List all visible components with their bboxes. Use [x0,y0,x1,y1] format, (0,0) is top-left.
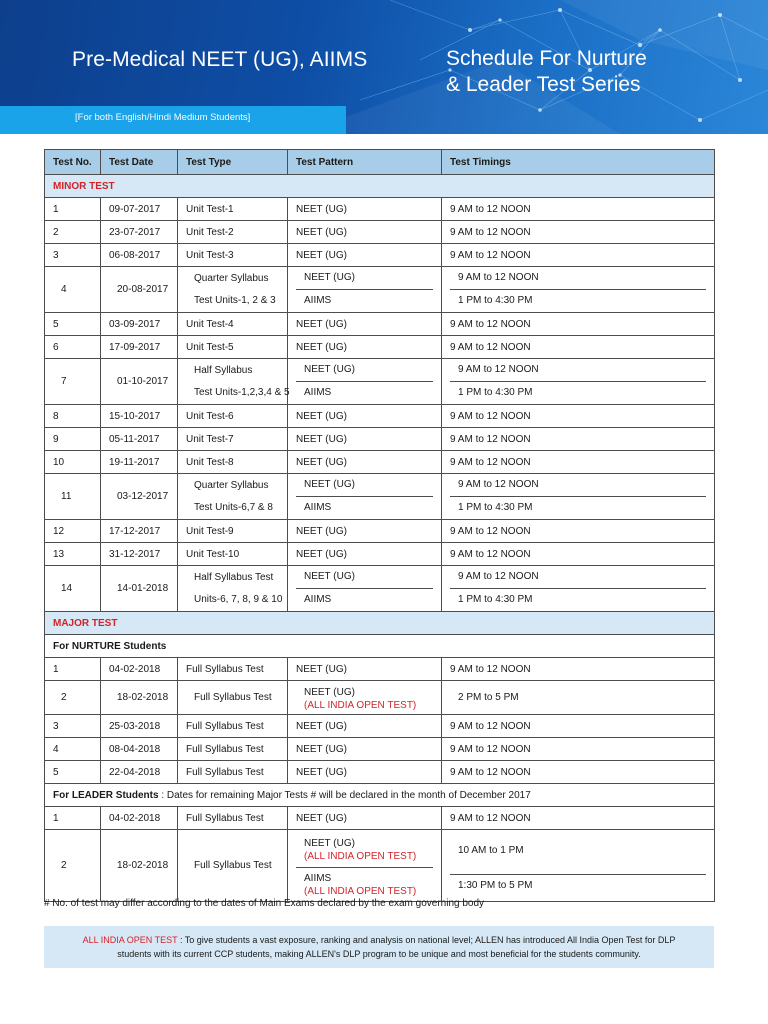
test-no-cell: 3 [45,715,101,738]
test-timing-cell [442,566,715,612]
test-pattern: NEET (UG) [296,566,433,589]
test-date-cell [101,566,178,612]
test-pattern-cell: NEET (UG) [288,336,442,359]
test-timing-cell: 9 AM to 12 NOON [442,761,715,784]
test-type-cell: Unit Test-8 [178,451,288,474]
test-date-cell: 04-02-2018 [101,658,178,681]
test-date-cell: 19-11-2017 [101,451,178,474]
test-pattern-cell: NEET (UG) [288,761,442,784]
test-type: Half Syllabus [194,364,253,376]
section-label [45,784,715,807]
table-row [45,451,715,474]
section-label: MINOR TEST [45,175,715,198]
test-no-cell: 3 [45,244,101,267]
test-date-cell: 25-03-2018 [101,715,178,738]
table-row [45,715,715,738]
table-row [45,738,715,761]
test-type-cell: Unit Test-5 [178,336,288,359]
test-pattern-cell [288,830,442,902]
section-row-major [45,612,715,635]
footer-line1 [44,933,714,947]
test-type-cell: Unit Test-3 [178,244,288,267]
table-row [45,830,715,902]
table-row [45,313,715,336]
test-timing-cell: 9 AM to 12 NOON [442,405,715,428]
test-type-cell: Full Syllabus Test [178,738,288,761]
table-row [45,336,715,359]
table-row [45,359,715,405]
test-type-cell: Full Syllabus Test [178,658,288,681]
table-row [45,198,715,221]
test-timing-cell: 9 AM to 12 NOON [442,715,715,738]
test-timing: 2 PM to 5 PM [458,691,519,703]
table-row [45,221,715,244]
test-timing-aiims: 1 PM to 4:30 PM [458,295,533,306]
test-pattern: NEET (UG) [304,687,355,698]
test-pattern-cell: NEET (UG) [288,543,442,566]
test-date-cell: 31-12-2017 [101,543,178,566]
test-date: 01-10-2017 [117,375,169,387]
test-pattern: NEET (UG) [296,359,433,382]
test-no-cell [45,267,101,313]
test-no-cell: 4 [45,738,101,761]
table-row [45,681,715,715]
test-type-cell: Full Syllabus Test [178,715,288,738]
test-type-cell: Full Syllabus Test [178,761,288,784]
test-timing-cell [442,830,715,902]
test-timing-aiims: 1 PM to 4:30 PM [458,502,533,513]
test-no: 14 [61,582,73,594]
test-pattern-cell: NEET (UG) [288,715,442,738]
test-date: 14-01-2018 [117,582,169,594]
test-date-cell [101,267,178,313]
test-no-cell: 1 [45,658,101,681]
test-timing-cell: 9 AM to 12 NOON [442,520,715,543]
group-row-leader [45,784,715,807]
test-date-cell: 23-07-2017 [101,221,178,244]
test-timing-cell [442,359,715,405]
footer-box [44,926,714,968]
table-row [45,267,715,313]
test-type-cell: Unit Test-10 [178,543,288,566]
test-timing-aiims: 1 PM to 4:30 PM [458,594,533,605]
test-no-cell: 5 [45,761,101,784]
test-pattern-cell: NEET (UG) [288,405,442,428]
test-timing-cell [442,681,715,715]
test-no-cell: 1 [45,807,101,830]
test-type-cell: Unit Test-9 [178,520,288,543]
test-timing: 9 AM to 12 NOON [450,267,706,290]
test-date-cell: 08-04-2018 [101,738,178,761]
test-pattern-cell: NEET (UG) [288,807,442,830]
test-timing: 9 AM to 12 NOON [450,474,706,497]
test-no-cell: 8 [45,405,101,428]
test-pattern-cell [288,566,442,612]
test-type-cell [178,830,288,902]
test-pattern-cell [288,681,442,715]
test-type-cell [178,359,288,405]
test-pattern-cell: NEET (UG) [288,428,442,451]
test-date-cell [101,359,178,405]
test-timing-cell: 9 AM to 12 NOON [442,738,715,761]
column-header: Test No. [45,150,101,175]
test-type: Quarter Syllabus [194,272,269,284]
table-row [45,658,715,681]
table-row [45,761,715,784]
test-date: 18-02-2018 [117,691,169,703]
table-row [45,566,715,612]
test-pattern-aiims: AIIMS [304,594,332,605]
schedule-title-line2: & Leader Test Series [446,73,641,96]
test-timing: 10 AM to 1 PM [450,844,706,875]
test-no-cell: 5 [45,313,101,336]
test-date-cell: 06-08-2017 [101,244,178,267]
test-timing-cell: 9 AM to 12 NOON [442,807,715,830]
test-type-cell: Full Syllabus Test [178,807,288,830]
test-type: Half Syllabus Test [194,571,274,583]
subtitle: [For both English/Hindi Medium Students] [75,112,251,123]
test-pattern-cell: NEET (UG) [288,451,442,474]
schedule-title-line1: Schedule For Nurture [446,47,647,70]
test-type: Full Syllabus Test [194,691,272,703]
column-header: Test Date [101,150,178,175]
test-date-cell [101,474,178,520]
test-type-detail: Test Units-1,2,3,4 & 5 [194,386,290,398]
section-label: For NURTURE Students [45,635,715,658]
test-timing-aiims: 1:30 PM to 5 PM [458,879,533,891]
group-note: : Dates for remaining Major Tests # will be declared in the month of December 2017 [158,789,531,801]
test-pattern-cell: NEET (UG) [288,244,442,267]
test-no: 2 [61,691,67,703]
test-no-cell [45,474,101,520]
table-header-row [45,150,715,175]
test-pattern-cell: NEET (UG) [288,520,442,543]
test-pattern: NEET (UG) [304,838,355,849]
test-pattern-aiims: AIIMS [304,502,332,513]
test-timing-cell: 9 AM to 12 NOON [442,313,715,336]
test-timing-cell: 9 AM to 12 NOON [442,244,715,267]
test-type-cell [178,267,288,313]
test-date-cell: 04-02-2018 [101,807,178,830]
test-type: Full Syllabus Test [194,859,272,871]
test-type-cell: Unit Test-4 [178,313,288,336]
test-timing-cell: 9 AM to 12 NOON [442,336,715,359]
test-timing-cell: 9 AM to 12 NOON [442,451,715,474]
test-date-cell: 09-07-2017 [101,198,178,221]
test-date-cell: 17-12-2017 [101,520,178,543]
test-type-cell [178,566,288,612]
test-pattern-cell: NEET (UG) [288,658,442,681]
table-row [45,520,715,543]
test-type-cell: Unit Test-7 [178,428,288,451]
test-timing-cell [442,474,715,520]
group-label: For LEADER Students [53,789,159,801]
header-banner [0,0,768,134]
table-row [45,474,715,520]
test-pattern-cell [288,267,442,313]
test-timing-cell: 9 AM to 12 NOON [442,543,715,566]
schedule-title [446,46,647,98]
column-header: Test Timings [442,150,715,175]
test-no-cell [45,830,101,902]
test-pattern-cell: NEET (UG) [288,738,442,761]
test-no-cell [45,681,101,715]
test-timing-cell: 9 AM to 12 NOON [442,198,715,221]
test-pattern-cell: NEET (UG) [288,221,442,244]
footer-text1: : To give students a vast exposure, ranking and analysis on national level; ALLEN has introduced All India Open Test for DLP [177,935,676,945]
test-type-cell [178,474,288,520]
open-test-note: (ALL INDIA OPEN TEST) [304,886,417,897]
test-no-cell: 2 [45,221,101,244]
test-no-cell: 12 [45,520,101,543]
test-pattern-cell [288,359,442,405]
footer-label: ALL INDIA OPEN TEST [82,935,178,945]
test-type-cell: Unit Test-1 [178,198,288,221]
test-date-cell: 05-11-2017 [101,428,178,451]
schedule-table [44,149,715,902]
test-timing-cell: 9 AM to 12 NOON [442,428,715,451]
test-type: Quarter Syllabus [194,479,269,491]
test-pattern-cell: NEET (UG) [288,313,442,336]
test-timing-cell: 9 AM to 12 NOON [442,658,715,681]
test-date-cell: 22-04-2018 [101,761,178,784]
test-timing: 9 AM to 12 NOON [450,566,706,589]
test-no-cell [45,566,101,612]
test-no-cell: 13 [45,543,101,566]
test-type-cell: Unit Test-2 [178,221,288,244]
test-timing-cell [442,267,715,313]
section-label: MAJOR TEST [45,612,715,635]
table-row [45,807,715,830]
test-no: 4 [61,283,67,295]
test-date: 03-12-2017 [117,490,169,502]
test-no: 2 [61,859,67,871]
table-row [45,405,715,428]
test-pattern-cell [288,474,442,520]
test-pattern: NEET (UG) [296,474,433,497]
test-no-cell: 10 [45,451,101,474]
test-date-cell: 03-09-2017 [101,313,178,336]
test-no-cell [45,359,101,405]
test-no-cell: 6 [45,336,101,359]
column-header: Test Pattern [288,150,442,175]
table-row [45,244,715,267]
test-pattern-aiims: AIIMS [304,387,332,398]
open-test-note: (ALL INDIA OPEN TEST) [304,700,417,711]
test-date-cell: 15-10-2017 [101,405,178,428]
test-timing: 9 AM to 12 NOON [450,359,706,382]
test-no-cell: 1 [45,198,101,221]
test-date: 18-02-2018 [117,859,169,871]
section-row-minor [45,175,715,198]
test-pattern-aiims: AIIMS [304,295,332,306]
test-pattern-aiims: AIIMS [304,873,332,884]
test-no: 11 [61,490,72,502]
test-date-cell [101,830,178,902]
test-pattern: NEET (UG) [296,267,433,290]
test-type-cell [178,681,288,715]
test-type-detail: Units-6, 7, 8, 9 & 10 [194,593,283,605]
footer-text2: students with its current CCP students, making ALLEN's DLP program to be unique and most beneficial for the students community. [117,949,641,959]
test-timing-cell: 9 AM to 12 NOON [442,221,715,244]
open-test-note: (ALL INDIA OPEN TEST) [296,850,433,868]
test-type-cell: Unit Test-6 [178,405,288,428]
test-type-detail: Test Units-1, 2 & 3 [194,294,276,306]
test-date-cell: 17-09-2017 [101,336,178,359]
page-title: Pre-Medical NEET (UG), AIIMS [72,48,368,71]
footnote: # No. of test may differ according to the dates of Main Exams declared by the exam governing body [44,898,485,909]
test-date: 20-08-2017 [117,283,169,295]
table-row [45,543,715,566]
test-type-detail: Test Units-6,7 & 8 [194,501,273,513]
test-no: 7 [61,375,67,387]
test-date-cell [101,681,178,715]
test-timing-aiims: 1 PM to 4:30 PM [458,387,533,398]
table-row [45,428,715,451]
test-pattern-cell: NEET (UG) [288,198,442,221]
test-no-cell: 9 [45,428,101,451]
group-row-nurture [45,635,715,658]
column-header: Test Type [178,150,288,175]
